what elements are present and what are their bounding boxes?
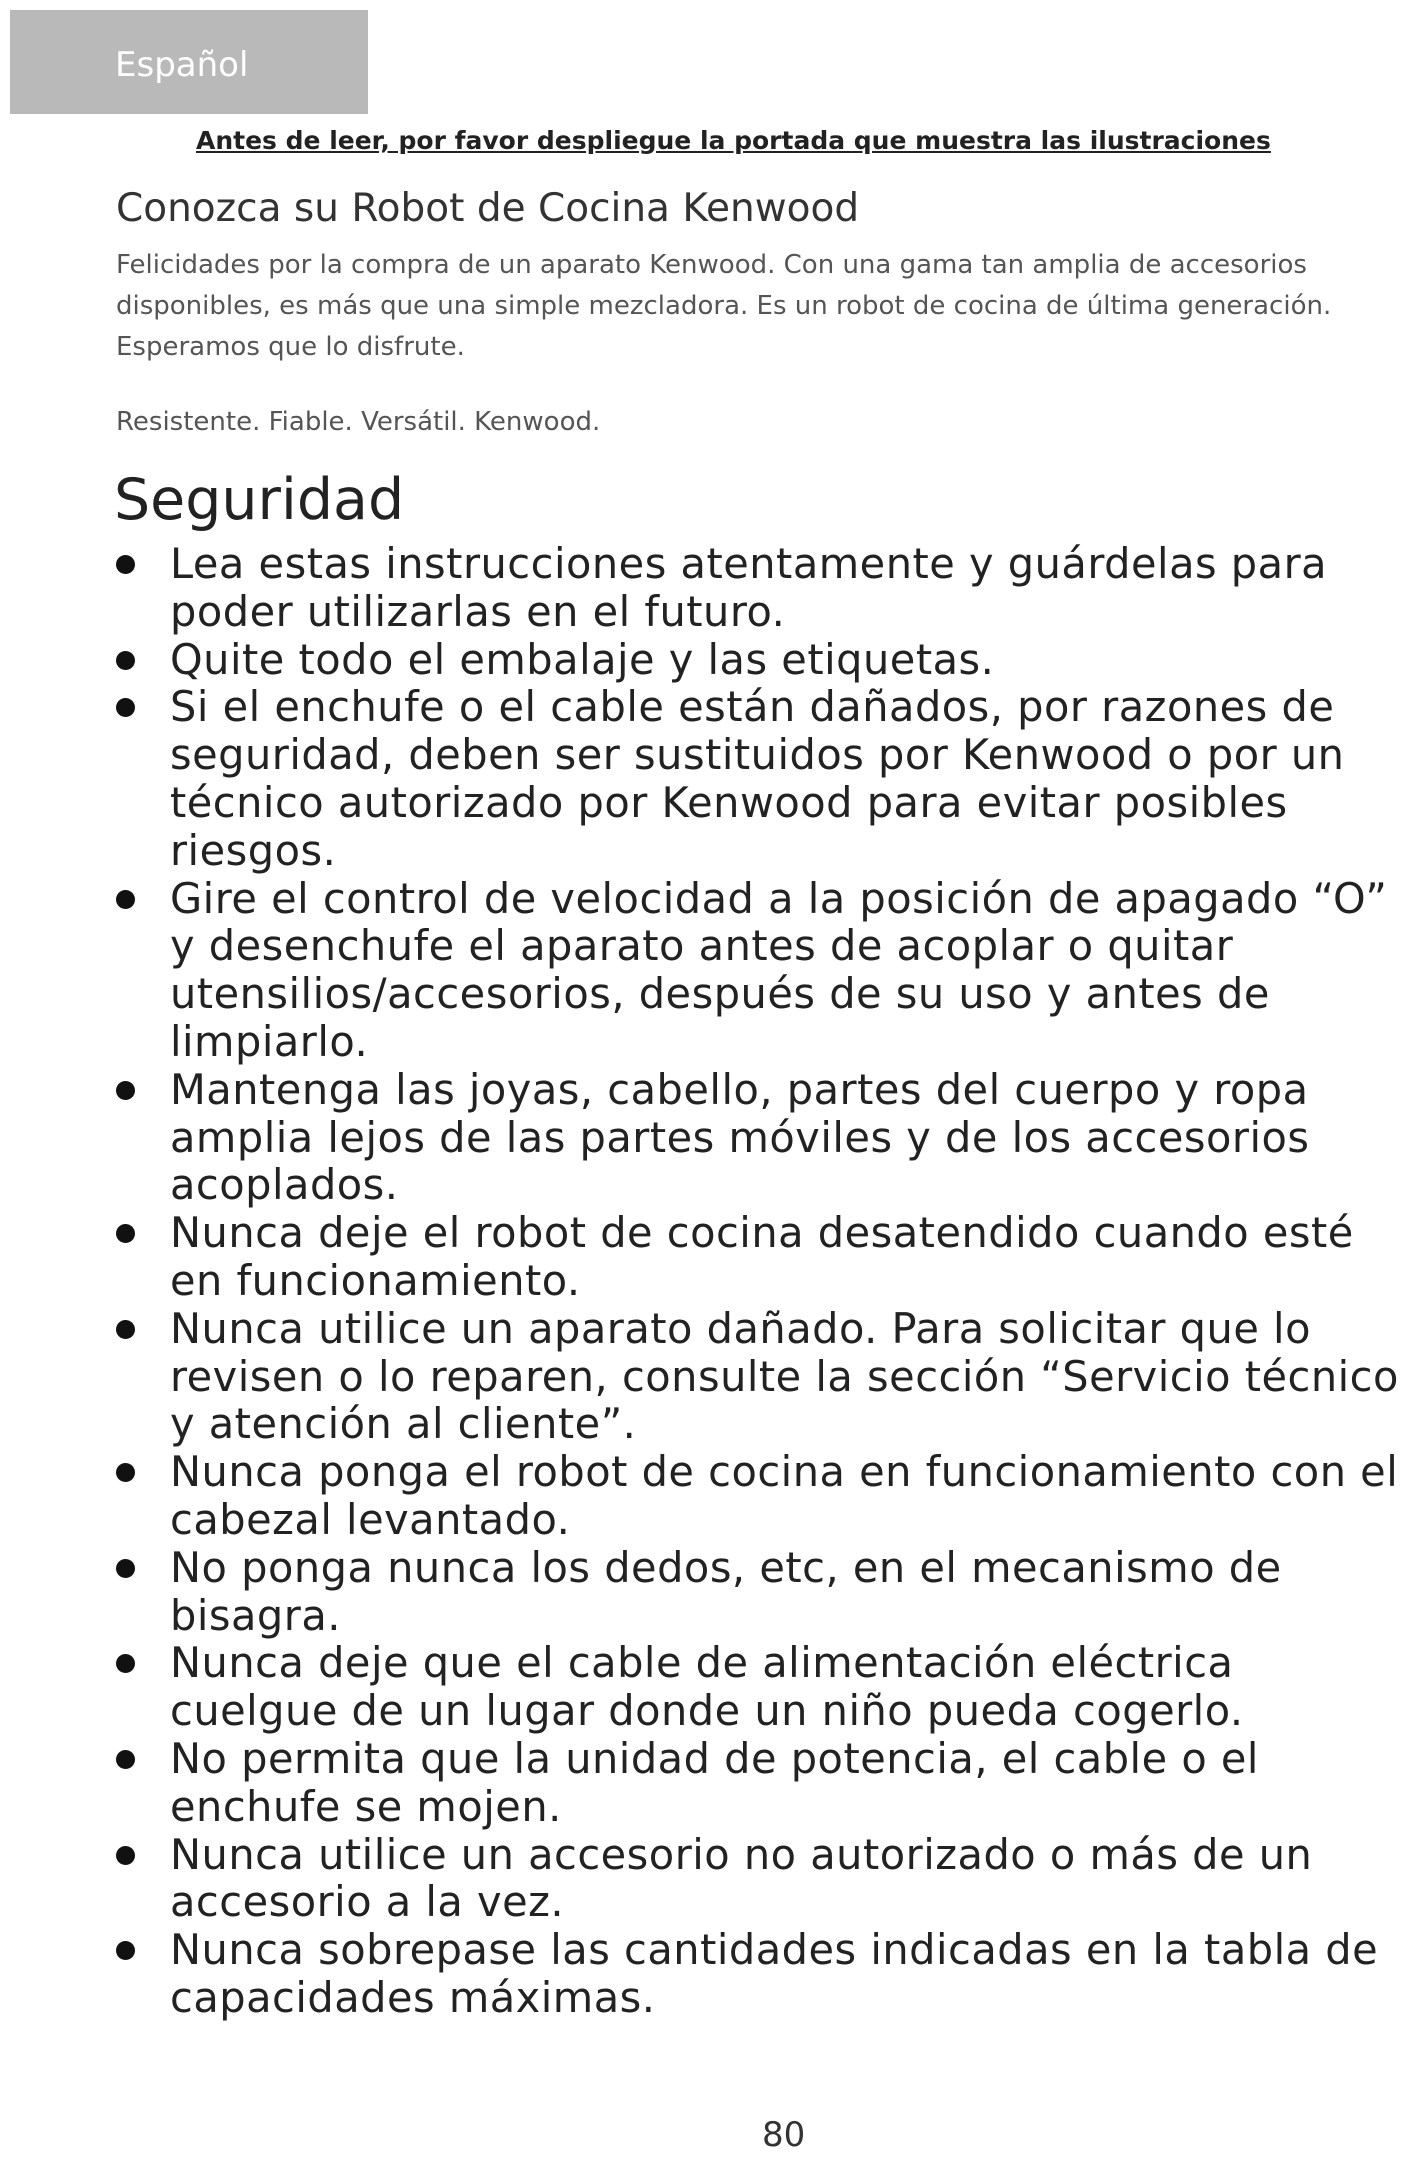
bullet-icon [116, 1846, 135, 1865]
bullet-icon [116, 1941, 135, 1960]
safety-item [108, 540, 1404, 636]
bullet-icon [116, 1320, 135, 1339]
safety-item [108, 1926, 1404, 2022]
safety-item-text: Nunca sobrepase las cantidades indicadas en la tabla de capacidades máximas. [170, 1925, 1379, 2022]
safety-item-text: Mantenga las joyas, cabello, partes del cuerpo y ropa amplia lejos de las partes móviles y de los accesorios acoplados. [170, 1064, 1310, 1210]
bullet-icon [116, 890, 135, 909]
bullet-icon [116, 698, 135, 717]
safety-item [108, 1448, 1404, 1544]
language-label: Español [115, 45, 249, 85]
page-number: 80 [762, 2115, 806, 2155]
brand-tagline: Resistente. Fiable. Versátil. Kenwood. [116, 407, 601, 437]
safety-item [108, 636, 1404, 684]
safety-heading: Seguridad [114, 467, 405, 533]
intro-paragraph: Felicidades por la compra de un aparato Kenwood. Con una gama tan amplia de accesorios disponibles, es más que una simple mezcladora. Es un robot de cocina de última generación. Esperamos que lo disfrute. [116, 250, 1332, 362]
bullet-icon [116, 1081, 135, 1100]
intro-title: Conozca su Robot de Cocina Kenwood [116, 186, 860, 231]
bullet-icon [116, 555, 135, 574]
safety-item-text: Nunca utilice un accesorio no autorizado o más de un accesorio a la vez. [170, 1829, 1313, 1927]
bullet-icon [116, 1224, 135, 1243]
safety-item-text: Nunca ponga el robot de cocina en funcionamiento con el cabezal levantado. [170, 1447, 1399, 1544]
safety-item [108, 1209, 1404, 1305]
safety-item-text: Lea estas instrucciones atentamente y guárdelas para poder utilizarlas en el futuro. [170, 539, 1328, 636]
safety-item-text: No permita que la unidad de potencia, el cable o el enchufe se mojen. [170, 1733, 1259, 1831]
safety-item-text: Nunca utilice un aparato dañado. Para solicitar que lo revisen o lo reparen, consulte la sección “Servicio técnico y atención al cliente”. [170, 1303, 1399, 1449]
bullet-icon [116, 651, 135, 670]
safety-item [108, 1544, 1404, 1640]
safety-item-text: Nunca deje el robot de cocina desatendido cuando esté en funcionamiento. [170, 1208, 1354, 1305]
bullet-icon [116, 1463, 135, 1482]
safety-item [108, 683, 1404, 874]
language-tab [10, 10, 368, 114]
safety-item-text: No ponga nunca los dedos, etc, en el mecanismo de bisagra. [170, 1542, 1282, 1640]
bullet-icon [116, 1654, 135, 1673]
safety-item-text: Si el enchufe o el cable están dañados, por razones de seguridad, deben ser sustituidos por Kenwood o por un técnico autorizado por Kenwood para evitar posibles riesgos. [170, 682, 1345, 875]
safety-item [108, 1735, 1404, 1831]
safety-item-text: Nunca deje que el cable de alimentación eléctrica cuelgue de un lugar donde un niño pueda cogerlo. [170, 1638, 1244, 1736]
safety-item [108, 1831, 1404, 1927]
bullet-icon [116, 1559, 135, 1578]
bullet-icon [116, 1750, 135, 1769]
safety-item [108, 875, 1404, 1066]
safety-item-text: Quite todo el embalaje y las etiquetas. [170, 634, 995, 684]
safety-item [108, 1639, 1404, 1735]
safety-item-text: Gire el control de velocidad a la posición de apagado “O” y desenchufe el aparato antes de acoplar o quitar utensilios/accesorios, después de su uso y antes de limpiarlo. [170, 873, 1388, 1066]
safety-item [108, 1066, 1404, 1209]
safety-item [108, 1305, 1404, 1448]
safety-list [108, 540, 1404, 2022]
fold-out-notice: Antes de leer, por favor despliegue la portada que muestra las ilustraciones [196, 126, 1271, 155]
